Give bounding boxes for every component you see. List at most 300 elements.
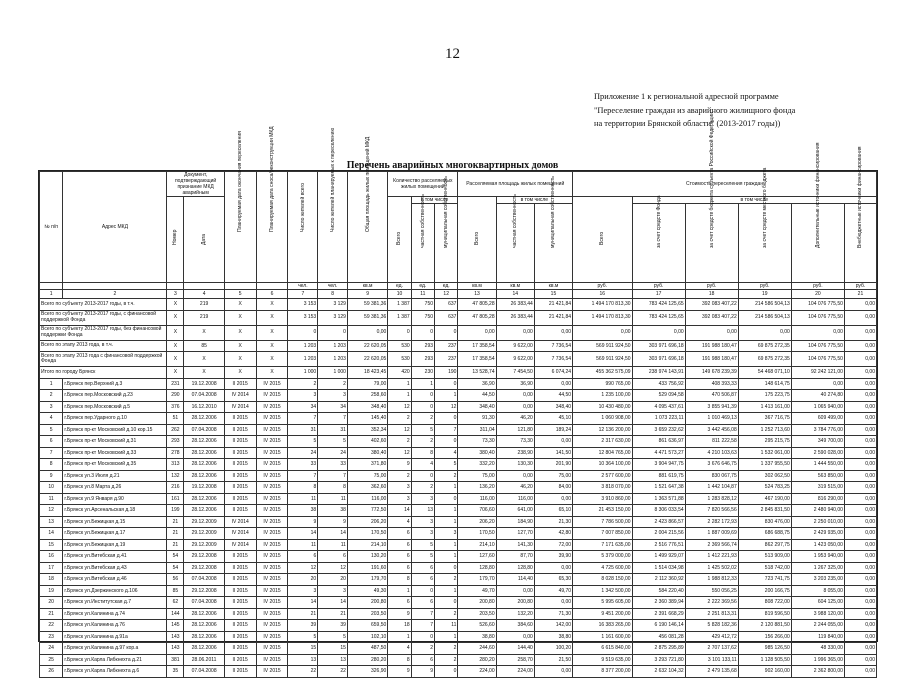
header-cost-excess [844,146,876,283]
table-cell: 0 [411,470,434,482]
table-cell: 319 515,00 [791,482,844,494]
column-number: 19 [738,290,791,299]
summary-row [40,299,877,311]
table-cell: 3 [388,493,411,505]
table-cell: 7 171 635,00 [573,539,632,551]
table-cell: 214 586 504,13 [738,310,791,325]
table-cell: II 2015 [224,574,256,586]
table-cell: 2 [288,378,318,390]
table-cell: 12 [318,562,348,574]
header-text: Число жителей всего [299,182,306,232]
table-cell: IV 2015 [256,493,288,505]
table-cell: 6 [388,539,411,551]
unit-cell [40,283,63,290]
table-cell: 808 722,00 [738,597,791,609]
table-cell: 28.12.2006 [184,459,224,471]
table-cell: 1 [411,378,434,390]
table-cell: 136,20 [458,482,496,494]
table-cell: IV 2015 [256,666,288,678]
table-cell: 9 622,00 [496,352,534,367]
table-cell: 563 850,00 [791,470,844,482]
header-rooms-total [388,197,411,283]
table-cell: 15 [288,643,318,655]
table-cell: 11 [318,493,348,505]
table-cell: 10 364 100,00 [573,459,632,471]
unit-cell: руб. [685,283,738,290]
unit-cell: чел. [288,283,318,290]
table-cell: 4 210 103,63 [685,447,738,459]
table-cell: 2 251 813,31 [685,608,738,620]
table-cell: 0,00 [496,470,534,482]
table-cell: 14 [40,528,63,540]
table-cell: 3 910 860,00 [573,493,632,505]
table-cell: 402,60 [347,436,387,448]
address-cell: г.Брянск ул.Калинина д.74 [63,608,167,620]
header-doc-number [167,197,184,283]
unit-cell: ед. [411,283,434,290]
table-cell: 332,20 [458,459,496,471]
table-row [40,482,877,494]
address-cell: г.Брянск ул.9 Января д.90 [63,493,167,505]
summary-row [40,325,877,340]
table-cell: 303 971 696,18 [632,340,685,352]
table-cell: 216 [167,482,184,494]
table-cell: 132 [167,470,184,482]
address-cell: г.Брянск ул.Карла Либкнехта д.21 [63,654,167,666]
table-cell: 49,70 [534,585,572,597]
header-area-private [496,194,534,283]
table-cell: 0,00 [844,447,876,459]
table-cell: 7 736,54 [534,352,572,367]
table-cell: 1 521 647,38 [632,482,685,494]
table-cell: 3 855 941,39 [685,401,738,413]
table-cell: 2 120 881,50 [738,620,791,632]
table-cell: 3 [411,493,434,505]
summary-row [40,352,877,367]
table-cell: 21 [167,528,184,540]
header-text: Всего [599,231,606,245]
column-number: 14 [496,290,534,299]
header-text: частная собственность [419,194,426,248]
table-cell: 9 [388,666,411,678]
table-cell: Х [256,340,288,352]
table-cell: 104 076 775,50 [791,299,844,311]
table-cell: 513 909,00 [738,551,791,563]
table-cell: 224,00 [496,666,534,678]
table-cell: 6 [388,551,411,563]
table-row [40,378,877,390]
table-cell: 2 875 295,89 [632,643,685,655]
table-cell: 750 [411,310,434,325]
table-cell: 07.04.2008 [184,597,224,609]
table-cell: 3 153 [288,310,318,325]
table-cell: 4 [435,447,458,459]
table-cell: 456 081,28 [632,631,685,643]
summary-label: Всего по субъекту 2013-2017 годы, в т.ч. [40,299,167,311]
table-cell: IV 2015 [256,643,288,655]
table-cell: 1 [435,482,458,494]
table-cell: 2 [411,482,434,494]
table-cell: Х [184,352,224,367]
table-cell: 59 381,36 [347,310,387,325]
table-cell: 200,80 [496,597,534,609]
table-cell: 830 476,00 [738,516,791,528]
table-cell: 0,00 [496,401,534,413]
table-cell: 75,00 [347,470,387,482]
table-cell: 26 [40,666,63,678]
table-cell: 28.12.2006 [184,470,224,482]
table-cell: 3 203 235,00 [791,574,844,586]
table-cell: 302 062,50 [738,470,791,482]
table-cell: 0,00 [844,310,876,325]
table-cell: IV 2015 [256,401,288,413]
table-cell: 28.12.2006 [184,505,224,517]
table-cell: 26 383,44 [496,299,534,311]
table-cell: 0,00 [844,597,876,609]
table-cell: 3 988 120,00 [791,608,844,620]
table-cell: 28.06.2011 [184,654,224,666]
table-cell: 5 [411,551,434,563]
table-cell: 19 [40,585,63,597]
table-cell: 224,00 [458,666,496,678]
table-cell: 199 [167,505,184,517]
summary-row [40,310,877,325]
table-row [40,390,877,402]
table-cell: 1 [40,378,63,390]
table-cell: 39 [288,620,318,632]
table-cell: 116,00 [458,493,496,505]
table-cell: 33 [288,459,318,471]
table-cell: 73,30 [458,436,496,448]
table-cell: II 2015 [224,482,256,494]
table-cell: 206,20 [458,516,496,528]
table-cell: 17 [40,562,63,574]
table-cell: 12 [388,424,411,436]
table-cell: IV 2015 [256,654,288,666]
table-row [40,459,877,471]
table-cell: 5 [40,424,63,436]
address-cell: г.Брянск ул.Бежицкая д.19 [63,539,167,551]
table-cell: 455 362 575,09 [573,367,632,379]
table-row [40,413,877,425]
table-cell: 79,00 [347,378,387,390]
table-cell: 8 [40,459,63,471]
table-row [40,447,877,459]
table-cell: 179,70 [347,574,387,586]
table-cell: 26 383,44 [496,310,534,325]
table-cell: 609 499,00 [791,413,844,425]
table-cell: 637 [435,299,458,311]
table-cell: II 2015 [224,620,256,632]
table-cell: 72,00 [534,539,572,551]
table-cell: 47 805,28 [458,299,496,311]
table-cell: 0,00 [844,424,876,436]
table-cell: 19.12.2008 [184,378,224,390]
summary-label: Всего по субъекту 2013-2017 годы, с финансовой поддержкой Фонда [40,310,167,325]
header-text: Дополнительные источники финансирования [814,142,821,248]
address-cell: г.Брянск ул.Арсенальская д.18 [63,505,167,517]
table-cell: 161 [167,493,184,505]
column-number: 21 [844,290,876,299]
table-cell: 2 222 369,56 [685,597,738,609]
table-cell: 1 [388,585,411,597]
unit-cell: ед. [388,283,411,290]
address-cell: г.Брянск ул.Витебская д.43 [63,562,167,574]
table-cell: 11 [318,539,348,551]
table-cell: 4 [40,413,63,425]
column-number: 11 [411,290,434,299]
table-cell: 2 [411,413,434,425]
table-cell: 59 381,36 [347,299,387,311]
table-cell: 467 190,00 [738,493,791,505]
table-row [40,654,877,666]
table-cell: 2 423 866,57 [632,516,685,528]
table-cell: 7 007 850,00 [573,528,632,540]
table-cell: 524 783,25 [738,482,791,494]
header-area-total [458,197,496,283]
table-cell: 1 499 929,07 [632,551,685,563]
table-cell: 128,80 [496,562,534,574]
table-cell: 1 283 828,12 [685,493,738,505]
table-cell: 1 [435,505,458,517]
table-cell: 0,00 [844,608,876,620]
table-cell: 21 [167,539,184,551]
table-cell: 313 [167,459,184,471]
table-cell: 116,00 [347,493,387,505]
address-cell: г.Брянск ул.Институтская д.7 [63,597,167,609]
address-cell: г.Брянск пр-кт Московский д.33 [63,447,167,459]
table-cell: 2 244 055,00 [791,620,844,632]
table-cell: 637 [435,310,458,325]
header-address: Адрес МКД [63,172,167,283]
table-cell: 16 [40,551,63,563]
table-cell: Х [256,367,288,379]
table-cell: 214,10 [458,539,496,551]
header-text: Номер [172,229,179,245]
table-cell: 4 095 437,61 [632,401,685,413]
table-cell: 1 532 061,00 [738,447,791,459]
table-cell: 7 736,54 [534,340,572,352]
table-cell: 14 [388,505,411,517]
table-cell: 1 953 940,00 [791,551,844,563]
table-cell: 772,50 [347,505,387,517]
table-cell: 2 [40,390,63,402]
address-cell: г.Брянск пер.Московский д.5 [63,401,167,413]
table-cell: 54 468 071,10 [738,367,791,379]
table-cell: II 2015 [224,597,256,609]
unit-cell: руб. [738,283,791,290]
table-cell: 36,90 [496,378,534,390]
table-cell: 18 [40,574,63,586]
table-cell: 2 516 776,51 [632,539,685,551]
table-cell: 07.04.2008 [184,424,224,436]
unit-cell: руб. [844,283,876,290]
column-number: 4 [184,290,224,299]
table-cell: 130,20 [347,551,387,563]
table-cell: 1 [388,631,411,643]
table-cell: 0,00 [844,505,876,517]
table-cell: 200,80 [458,597,496,609]
table-cell: 5 [318,631,348,643]
table-cell: 18 [388,620,411,632]
table-cell: 20 [318,574,348,586]
table-cell: 1 514 034,98 [632,562,685,574]
table-cell: 7 [318,470,348,482]
unit-cell: чел. [318,283,348,290]
table-cell: 881 619,75 [632,470,685,482]
table-cell: 87,70 [496,551,534,563]
table-cell: 11 [288,493,318,505]
column-number: 16 [573,290,632,299]
table-cell: 238 974 143,91 [632,367,685,379]
table-cell: Х [256,299,288,311]
table-cell: 604 125,00 [791,597,844,609]
table-cell: II 2015 [224,424,256,436]
table-cell: 12 [388,447,411,459]
table-cell: 0,00 [844,325,876,340]
table-cell: 38,80 [534,631,572,643]
table-cell: 584 220,40 [632,585,685,597]
table-cell: 2 004 215,56 [632,528,685,540]
table-cell: 0,00 [347,325,387,340]
table-cell: 56 [167,574,184,586]
table-cell: 985 126,50 [738,643,791,655]
table-cell: 2 480 940,00 [791,505,844,517]
table-cell: 14 [318,597,348,609]
table-cell: Х [224,352,256,367]
table-row [40,528,877,540]
header-demolish-date [256,126,288,283]
table-cell: 191 988 180,47 [685,352,738,367]
table-cell: 348,40 [458,401,496,413]
header-text: Всего [396,231,403,245]
table-cell: 206,20 [347,516,387,528]
table-cell: 28.12.2006 [184,631,224,643]
table-cell: 156 266,00 [738,631,791,643]
table-cell: 6 [388,528,411,540]
appendix-line: Приложение 1 к региональной адресной программе [594,92,779,101]
header-text: Число жителей планируемых к переселению [329,127,336,232]
table-cell: 3 [288,585,318,597]
table-cell: IV 2015 [256,562,288,574]
table-cell: 862 297,75 [738,539,791,551]
table-cell: 190 [435,367,458,379]
table-row [40,585,877,597]
table-cell: 4 [388,516,411,528]
table-cell: 6 [288,551,318,563]
header-text: за счет средств Фонда [655,195,662,248]
table-cell: IV 2015 [256,597,288,609]
header-total-area [347,136,387,283]
address-cell: г.Брянск пер.Ударного д.10 [63,413,167,425]
table-cell: 9 519 635,00 [573,654,632,666]
table-cell: 0,00 [534,562,572,574]
table-cell: 17 358,54 [458,352,496,367]
table-cell: 3 293 721,80 [632,654,685,666]
table-cell: 9 [411,666,434,678]
table-cell: 3 101 133,11 [685,654,738,666]
table-cell: 5 828 182,36 [685,620,738,632]
table-cell: Х [256,352,288,367]
table-cell: 1 203 [288,352,318,367]
table-cell: 48 330,00 [791,643,844,655]
table-cell: 7 [288,470,318,482]
table-cell: 0,00 [738,325,791,340]
table-cell: 3 904 947,75 [632,459,685,471]
table-cell: 1 [435,390,458,402]
header-text: муниципальная собственность [550,176,557,248]
table-cell: 47 805,28 [458,310,496,325]
table-cell: 2 632 104,32 [632,666,685,678]
table-cell: 19.12.2008 [184,482,224,494]
table-cell: 141,50 [534,447,572,459]
table-cell: 5 995 605,00 [573,597,632,609]
table-cell: 487,50 [347,643,387,655]
table-cell: 3 [40,401,63,413]
table-cell: 0 [411,631,434,643]
table-cell: 49,30 [347,585,387,597]
table-cell: 0,00 [791,325,844,340]
table-cell: IV 2015 [256,631,288,643]
table-cell: 4 725 600,00 [573,562,632,574]
table-cell: 0,00 [844,516,876,528]
table-cell: 39,90 [534,551,572,563]
table-cell: 73,30 [496,436,534,448]
table-cell: 819 596,50 [738,608,791,620]
table-cell: 0,00 [844,654,876,666]
document-title: Перечень аварийных многоквартирных домов [346,160,559,171]
header-rooms-group: Количество расселяемых жилых помещений [388,172,458,197]
table-cell: 811 222,58 [685,436,738,448]
table-cell: IV 2015 [256,482,288,494]
table-cell: 429 412,72 [685,631,738,643]
table-cell: II 2015 [224,562,256,574]
header-text: за счет средств бюджета субъекта Российской Федерации [708,112,715,248]
header-incl: в том числе [411,197,458,204]
table-cell: 65,10 [534,505,572,517]
table-cell: 1 [435,585,458,597]
table-cell: 11 [288,539,318,551]
table-cell: 15 [40,539,63,551]
table-cell: 132,20 [496,608,534,620]
table-cell: 175 223,75 [738,390,791,402]
table-cell: 22 [40,620,63,632]
address-cell: г.Брянск ул.Дзержинского д.106 [63,585,167,597]
table-cell: 326,90 [347,666,387,678]
table-cell: 3 659 232,62 [632,424,685,436]
table-cell: II 2015 [224,631,256,643]
table-cell: 1 203 [288,340,318,352]
table-cell: 1 [388,378,411,390]
header-cost-group: Стоимость переселения граждан [573,172,877,197]
address-cell: г.Брянск ул.Витебская д.46 [63,574,167,586]
table-cell: 262 [167,424,184,436]
table-cell: 116,00 [496,493,534,505]
table-cell: Х [167,310,184,325]
table-cell: 278 [167,447,184,459]
table-cell: 24 [40,643,63,655]
table-cell: 6 [388,562,411,574]
table-cell: 7 454,50 [496,367,534,379]
table-cell: 9 451 200,00 [573,608,632,620]
table-cell: 348,40 [347,401,387,413]
table-row [40,666,877,678]
table-cell: 1 203 [318,352,348,367]
column-number: 3 [167,290,184,299]
table-cell: IV 2015 [256,378,288,390]
table-cell: II 2015 [224,585,256,597]
column-number-row [40,290,877,299]
